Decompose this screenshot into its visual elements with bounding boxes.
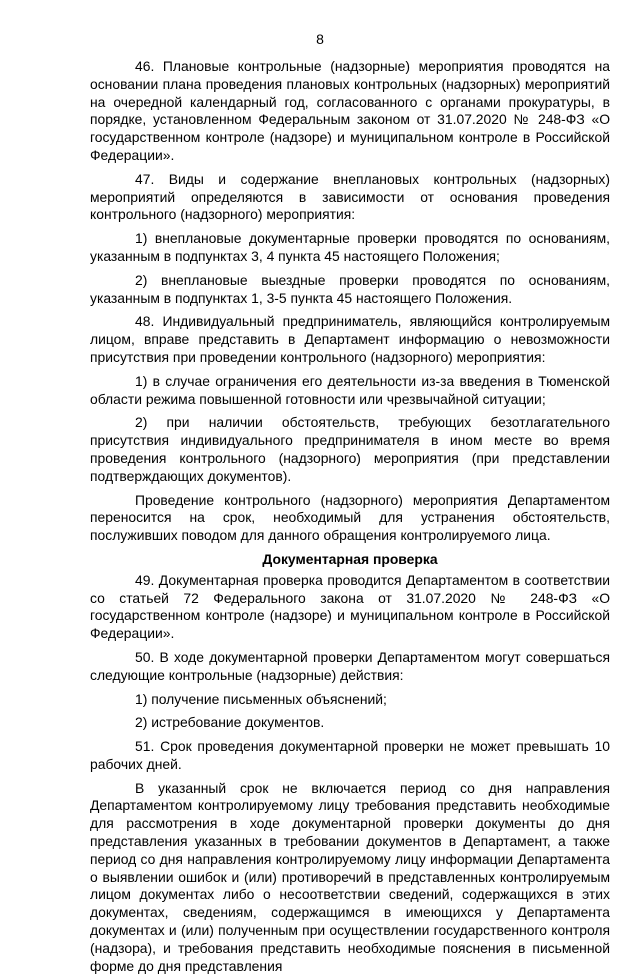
document-body bbox=[90, 58, 610, 975]
section-heading: Документарная проверка bbox=[262, 550, 438, 567]
paragraph-47-item-1: 1) внеплановые документарные проверки проводятся по основаниям, указанным в подпунктах 3, 4 пункта 45 настоящего Положения; bbox=[90, 230, 610, 264]
paragraph-50-item-2: 2) истребование документов. bbox=[135, 714, 325, 731]
paragraph-48-item-2: 2) при наличии обстоятельств, требующих безотлагательного присутствия индивидуального предпринимателя в ином месте во время проведения контрольного (надзорного) мероприятия (при представлении подтверждающих документов). bbox=[90, 414, 610, 484]
paragraph-48: 48. Индивидуальный предприниматель, являющийся контролируемым лицом, вправе представить в Департамент информацию о невозможности присутствия при проведении контрольного (надзорного) мероприятия: bbox=[90, 313, 610, 365]
paragraph-47-item-2: 2) внеплановые выездные проверки проводятся по основаниям, указанным в подпунктах 1, 3-5 пункта 45 настоящего Положения. bbox=[90, 271, 610, 306]
page-number: 8 bbox=[316, 31, 324, 47]
paragraph-50: 50. В ходе документарной проверки Департаментом могут совершаться следующие контрольные (надзорные) действия: bbox=[90, 648, 610, 683]
paragraph-51: 51. Срок проведения документарной проверки не может превышать 10 рабочих дней. bbox=[90, 738, 610, 772]
paragraph-48-item-1: 1) в случае ограничения его деятельности из-за введения в Тюменской области режима повышенной готовности или чрезвычайной ситуации; bbox=[90, 372, 610, 407]
paragraph-48-postponement: Проведение контрольного (надзорного) мероприятия Департаментом переносится на срок, необходимый для устранения обстоятельств, послуживших поводом для данного обращения контролируемого лица. bbox=[90, 491, 610, 544]
paragraph-51-exclusion: В указанный срок не включается период со дня направления Департаментом контролируемому лицу требования представить необходимые для рассмотрения в ходе документарной проверки документы до дня представления указанных в требовании документов в Департамент, а также период со дня направления контролируемому лицу информации Департамента о выявлении ошибок и (или) противоречий в представленных контролируемым лицом документах либо о несоответствии сведений, содержащихся в этих документах, сведениям, содержащимся в имеющихся у Департамента документах и (или) полученным при осуществлении государственного контроля (надзора), и требования представить необходимые пояснения в письменной форме до дня представления bbox=[90, 779, 610, 974]
paragraph-47: 47. Виды и содержание внеплановых контрольных (надзорных) мероприятий определяются в зависимости от основания проведения контрольного (надзорного) мероприятия: bbox=[90, 170, 610, 223]
paragraph-49: 49. Документарная проверка проводится Департаментом в соответствии со статьей 72 Федерального закона от 31.07.2020 № 248-ФЗ «О государственном контроле (надзоре) и муниципальном контроле в Российской Федерации». bbox=[90, 571, 610, 642]
paragraph-50-item-1: 1) получение письменных объяснений; bbox=[135, 690, 387, 707]
paragraph-46: 46. Плановые контрольные (надзорные) мероприятия проводятся на основании плана проведения плановых контрольных (надзорных) мероприятий на очередной календарный год, согласованного с органами прокуратуры, в порядке, установленном Федеральным законом от 31.07.2020 № 248-ФЗ «О государственном контроле (надзоре) и муниципальном контроле в Российской Федерации». bbox=[90, 58, 610, 163]
